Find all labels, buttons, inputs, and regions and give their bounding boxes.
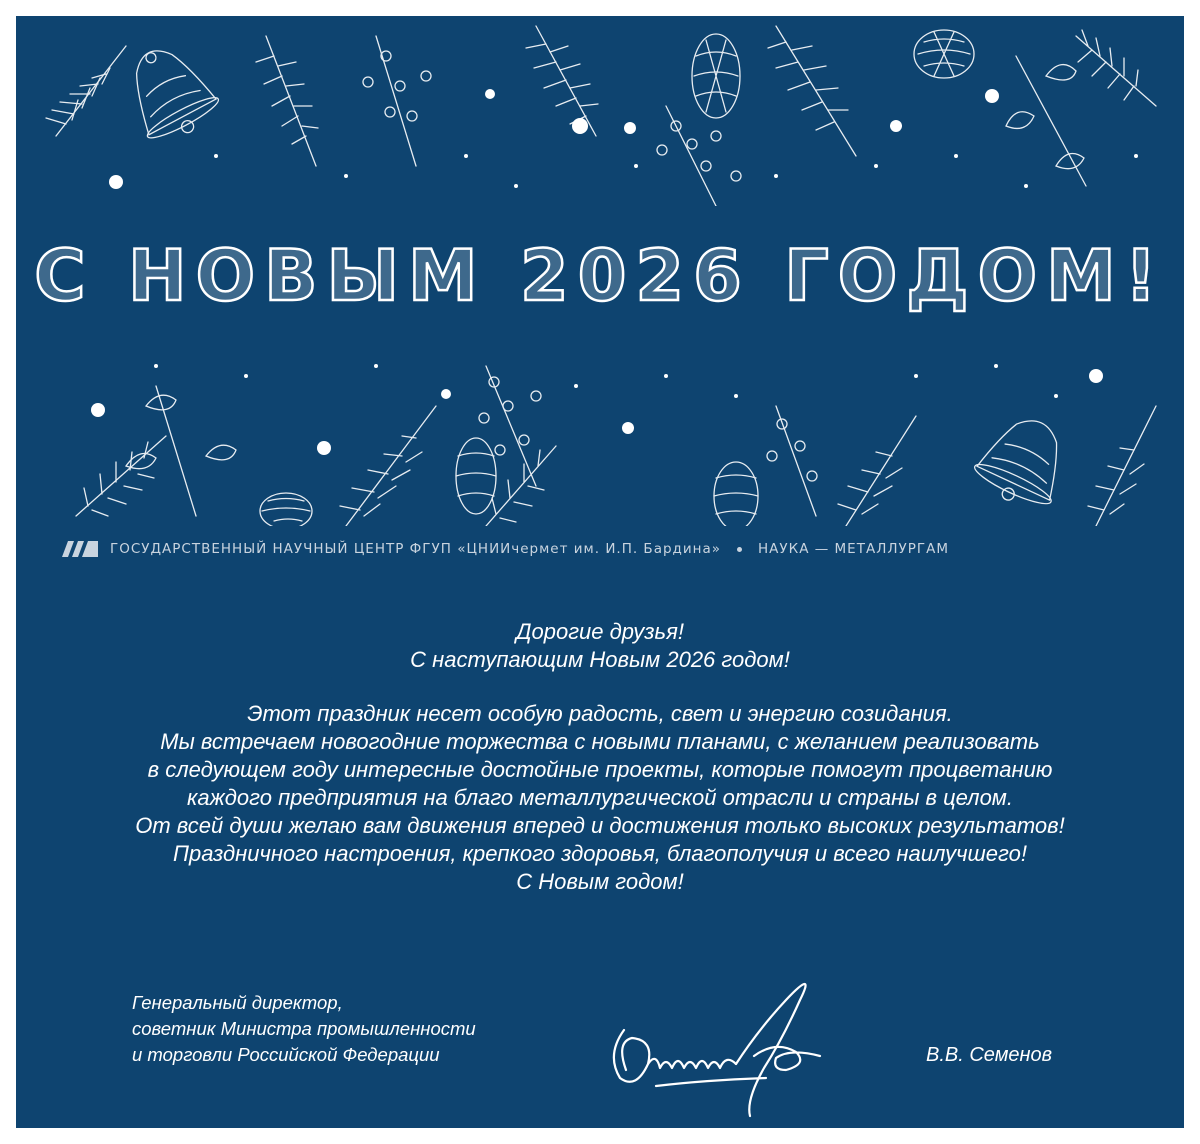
greeting-line: Дорогие друзья! [516,619,684,644]
berry-sprig-icon [363,36,741,206]
greeting-card [16,16,1184,1128]
handwritten-signature [586,960,836,1120]
letter-line: Мы встречаем новогодние торжества с новыми планами, с желанием реализовать [160,729,1040,754]
signer-title-line: и торговли Российской Федерации [132,1044,440,1065]
letter-line: С Новым годом! [516,869,684,894]
top-decoration [16,16,1184,206]
bell-icon [113,34,226,151]
page-title: С НОВЫМ 2026 ГОДОМ! [34,235,1166,317]
greeting-line: С наступающим Новым 2026 годом! [410,647,790,672]
letter-line: Праздничного настроения, крепкого здоровья, благополучия и всего наилучшего! [173,841,1027,866]
pine-branch-icon [76,406,1156,526]
letter-line: каждого предприятия на благо металлургической отрасли и страны в целом. [186,785,1014,810]
bottom-decoration [16,346,1184,526]
pine-cone-icon [692,30,974,118]
signer-title-line: Генеральный директор, [132,992,343,1013]
holly-leaf-icon [126,386,456,526]
greeting-letter [16,618,1184,896]
berry-sprig-icon [479,366,817,516]
bell-icon [968,405,1080,517]
signer-title-line: советник Министра промышленности [132,1018,476,1039]
letter-line: Этот праздник несет особую радость, свет и энергию созидания. [247,701,953,726]
letter-line: От всей души желаю вам движения вперед и достижения только высоких результатов! [135,813,1065,838]
signer-title [132,990,572,1068]
organization-line [60,536,1160,562]
letter-line: в следующем году интересные достойные проекты, которые помогут процветанию [147,757,1053,782]
organization-tagline: НАУКА — МЕТАЛЛУРГАМ [758,541,949,557]
pine-cone-icon [260,438,758,526]
signer-name: В.В. Семенов [926,1044,1053,1066]
ciniichermet-logo-icon [60,539,100,559]
holly-leaf-icon [1006,56,1086,186]
separator-dot [737,547,742,552]
organization-name: ГОСУДАРСТВЕННЫЙ НАУЧНЫЙ ЦЕНТР ФГУП «ЦНИИчермет им. И.П. Бардина» [110,541,722,557]
